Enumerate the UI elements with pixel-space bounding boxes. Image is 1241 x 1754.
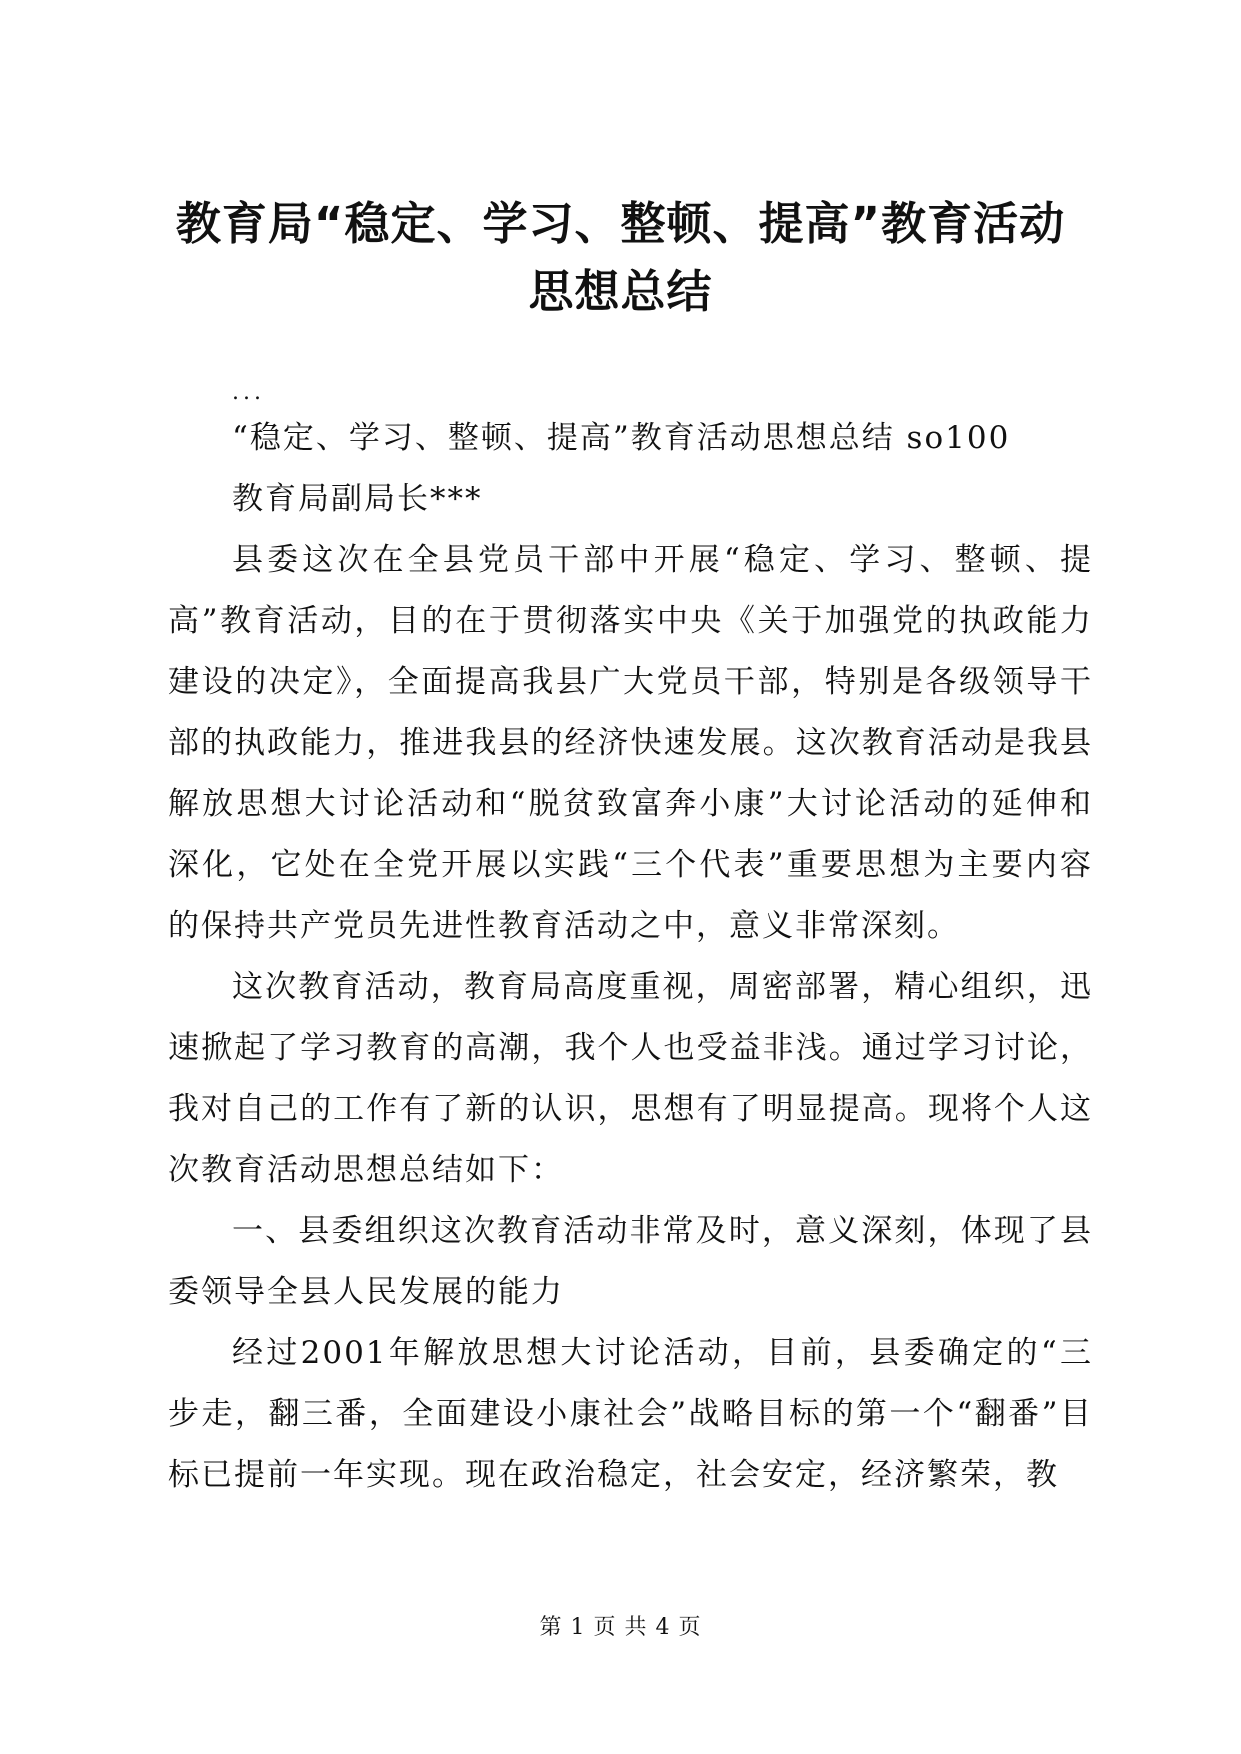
section-heading: 一、县委组织这次教育活动非常及时，意义深刻，体现了县委领导全县人民发展的能力 xyxy=(168,1213,1093,1310)
subtitle-line: “稳定、学习、整顿、提高”教育活动思想总结 so100 xyxy=(232,420,1011,456)
paragraph: 经过2001年解放思想大讨论活动，目前，县委确定的“三步走，翻三番，全面建设小康社会”战略目标的第一个“翻番”目标已提前一年实现。现在政治稳定，社会安定，经济繁荣，教 xyxy=(168,1335,1093,1493)
page-footer xyxy=(0,1610,1241,1641)
title-line-2: 思想总结 xyxy=(528,265,713,318)
author-line: 教育局副局长*** xyxy=(232,481,483,517)
ellipsis-marker: ... xyxy=(232,380,265,405)
document-title xyxy=(150,190,1091,326)
document-body xyxy=(168,378,1093,1506)
paragraph: 这次教育活动，教育局高度重视，周密部署，精心组织，迅速掀起了学习教育的高潮，我个人也受益非浅。通过学习讨论，我对自己的工作有了新的认识，思想有了明显提高。现将个人这次教育活动思想总结如下： xyxy=(168,969,1093,1188)
paragraph: 县委这次在全县党员干部中开展“稳定、学习、整顿、提高”教育活动，目的在于贯彻落实中央《关于加强党的执政能力建设的决定》，全面提高我县广大党员干部，特别是各级领导干部的执政能力，推进我县的经济快速发展。这次教育活动是我县解放思想大讨论活动和“脱贫致富奔小康”大讨论活动的延伸和深化，它处在全党开展以实践“三个代表”重要思想为主要内容的保持共产党员先进性教育活动之中，意义非常深刻。 xyxy=(168,542,1093,944)
title-line-1: 教育局“稳定、学习、整顿、提高”教育活动 xyxy=(175,197,1066,250)
page-number: 第 1 页 共 4 页 xyxy=(539,1615,702,1640)
